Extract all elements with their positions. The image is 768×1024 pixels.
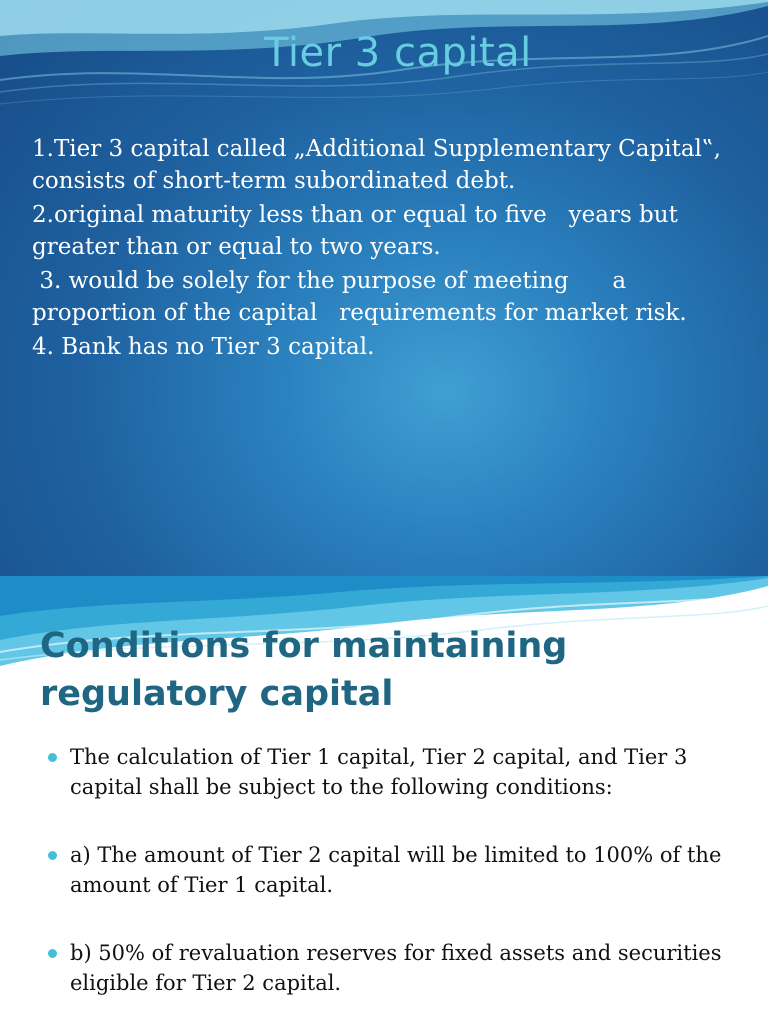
paragraph-1: 1.Tier 3 capital called „Additional Supplementary Capital‟, consists of short-term subordinated debt.	[32, 136, 729, 194]
bullet-item	[48, 840, 738, 900]
slide2-title-line-2: regulatory capital	[40, 674, 394, 714]
bullet-text: b) 50% of revaluation reserves for fixed assets and securities eligible for Tier 2 capital.	[70, 941, 722, 995]
slide1-body	[32, 133, 729, 365]
bullet-dot-icon	[48, 949, 57, 958]
bullet-dot-icon	[48, 851, 57, 860]
slide1-title: Tier 3 capital	[264, 30, 532, 76]
bullet-list	[48, 742, 738, 1024]
slide2-title	[40, 622, 740, 718]
bullet-item	[48, 938, 738, 998]
bullet-text: a) The amount of Tier 2 capital will be limited to 100% of the amount of Tier 1 capital.	[70, 843, 722, 897]
paragraph-3: 3. would be solely for the purpose of meeting a proportion of the capital requirements for market risk.	[32, 268, 687, 326]
bullet-item	[48, 742, 738, 802]
slide-conditions	[0, 576, 768, 1024]
paragraph-4: 4. Bank has no Tier 3 capital.	[32, 334, 375, 360]
bullet-text: The calculation of Tier 1 capital, Tier 2 capital, and Tier 3 capital shall be subject to the following conditions:	[70, 745, 688, 799]
slide2-title-line-1: Conditions for maintaining	[40, 626, 568, 666]
paragraph-2: 2.original maturity less than or equal to five years but greater than or equal to two years.	[32, 202, 686, 260]
bullet-dot-icon	[48, 753, 57, 762]
